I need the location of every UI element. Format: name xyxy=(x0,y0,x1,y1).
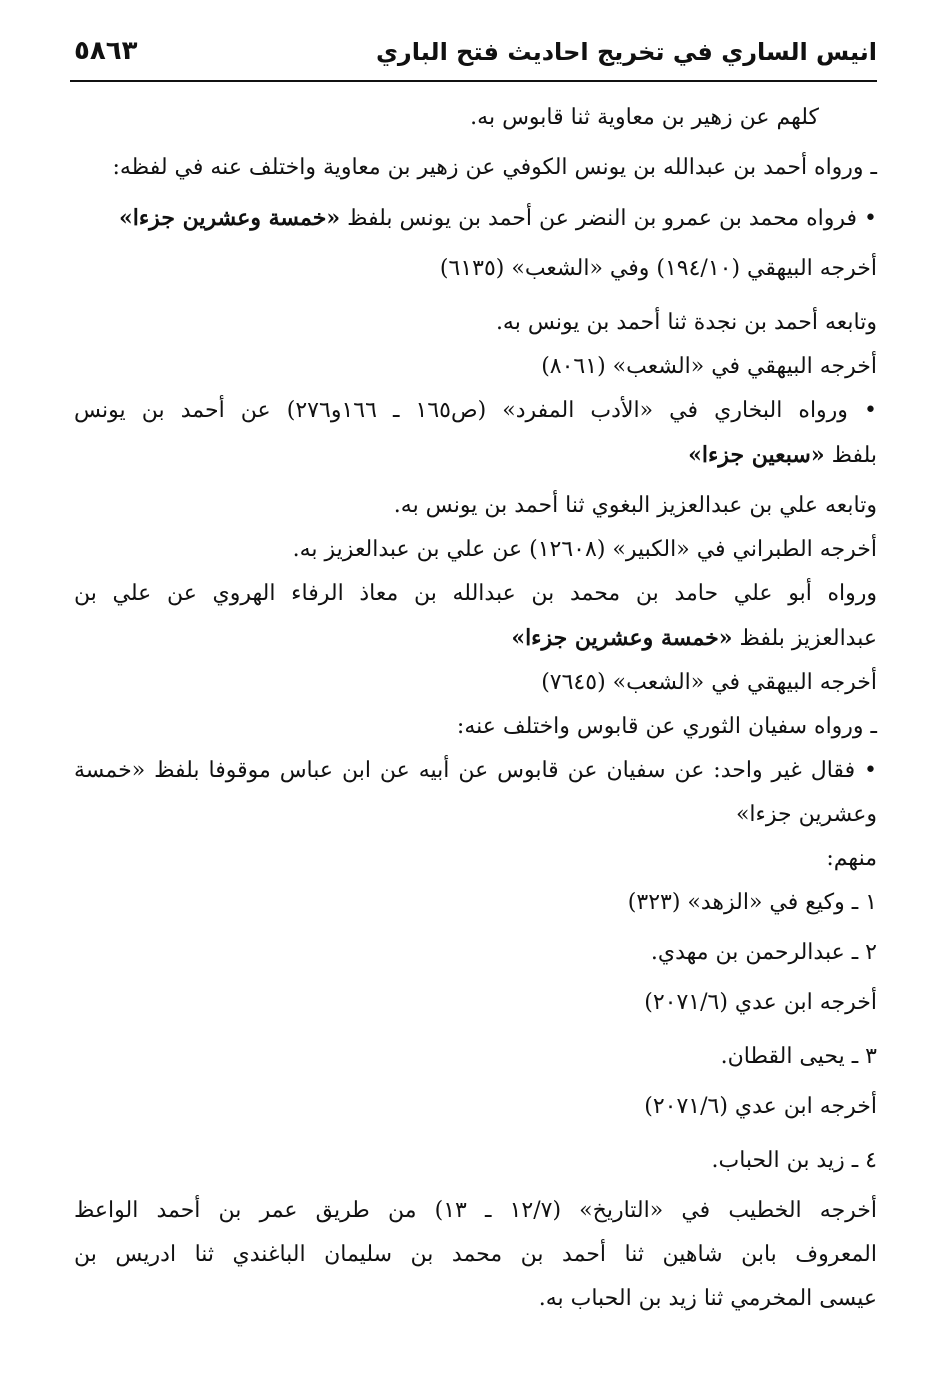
text-span: بلفظ xyxy=(824,443,877,468)
text-line: أخرجه البيهقي في «الشعب» (٨٠٦١) xyxy=(541,354,877,379)
list-item: ٣ ـ يحيى القطان. xyxy=(720,1044,877,1069)
bold-phrase: «خمسة وعشرين جزءا» xyxy=(511,625,733,651)
text-line: أخرجه البيهقي (١٩٤/١٠) وفي «الشعب» (٦١٣٥) xyxy=(439,256,877,281)
bold-phrase: «سبعين جزءا» xyxy=(688,442,825,468)
text-line: ـ ورواه أحمد بن عبدالله بن يونس الكوفي عن زهير بن معاوية واختلف عنه في لفظه: xyxy=(112,155,877,180)
text-line: أخرجه ابن عدي (٢٠٧١/٦) xyxy=(644,990,877,1015)
bold-phrase: «خمسة وعشرين جزءا» xyxy=(118,205,341,231)
page-body xyxy=(74,96,877,1321)
page-header xyxy=(70,36,877,82)
text-line: كلهم عن زهير بن معاوية ثنا قابوس به. xyxy=(470,105,819,130)
list-item: ١ ـ وكيع في «الزهد» (٣٢٣) xyxy=(627,890,877,915)
text-line: وتابعه أحمد بن نجدة ثنا أحمد بن يونس به. xyxy=(495,310,877,335)
text-line: منهم: xyxy=(826,846,877,871)
running-title: انيس الساري في تخريج احاديث فتح الباري xyxy=(375,38,877,66)
text-line: • فقال غير واحد: عن سفيان عن قابوس عن أبيه عن ابن عباس موقوفا بلفظ «خمسة xyxy=(74,758,877,783)
text-line: • ورواه البخاري في «الأدب المفرد» (ص١٦٥ ـ ١٦٦و٢٧٦) عن أحمد بن يونس xyxy=(74,398,878,423)
page-number: ٥٨٦٣ xyxy=(74,36,138,66)
list-item: ٤ ـ زيد بن الحباب. xyxy=(711,1148,877,1173)
text-line: عيسى المخرمي ثنا زيد بن الحباب به. xyxy=(538,1286,877,1311)
text-span: • فرواه محمد بن عمرو بن النضر عن أحمد بن يونس بلفظ xyxy=(340,206,877,231)
text-line: ورواه أبو علي حامد بن محمد بن عبدالله بن معاذ الرفاء الهروي عن علي بن xyxy=(74,581,877,606)
text-line: أخرجه الخطيب في «التاريخ» (١٢/٧ ـ ١٣) من طريق عمر بن أحمد الواعظ xyxy=(74,1198,878,1223)
text-line: المعروف بابن شاهين ثنا أحمد بن محمد بن سليمان الباغندي ثنا ادريس بن xyxy=(74,1242,877,1267)
list-item: ٢ ـ عبدالرحمن بن مهدي. xyxy=(650,940,877,965)
text-line: أخرجه الطبراني في «الكبير» (١٢٦٠٨) عن علي بن عبدالعزيز به. xyxy=(292,537,877,562)
text-line xyxy=(74,196,877,241)
text-line xyxy=(74,433,877,478)
text-line: وتابعه علي بن عبدالعزيز البغوي ثنا أحمد بن يونس به. xyxy=(393,493,877,518)
text-line: ـ ورواه سفيان الثوري عن قابوس واختلف عنه: xyxy=(456,714,877,739)
text-line: أخرجه البيهقي في «الشعب» (٧٦٤٥) xyxy=(541,670,877,695)
text-line: أخرجه ابن عدي (٢٠٧١/٦) xyxy=(644,1094,877,1119)
text-span: عبدالعزيز بلفظ xyxy=(732,626,877,651)
text-line xyxy=(74,616,877,661)
text-line: وعشرين جزءا» xyxy=(735,802,877,827)
